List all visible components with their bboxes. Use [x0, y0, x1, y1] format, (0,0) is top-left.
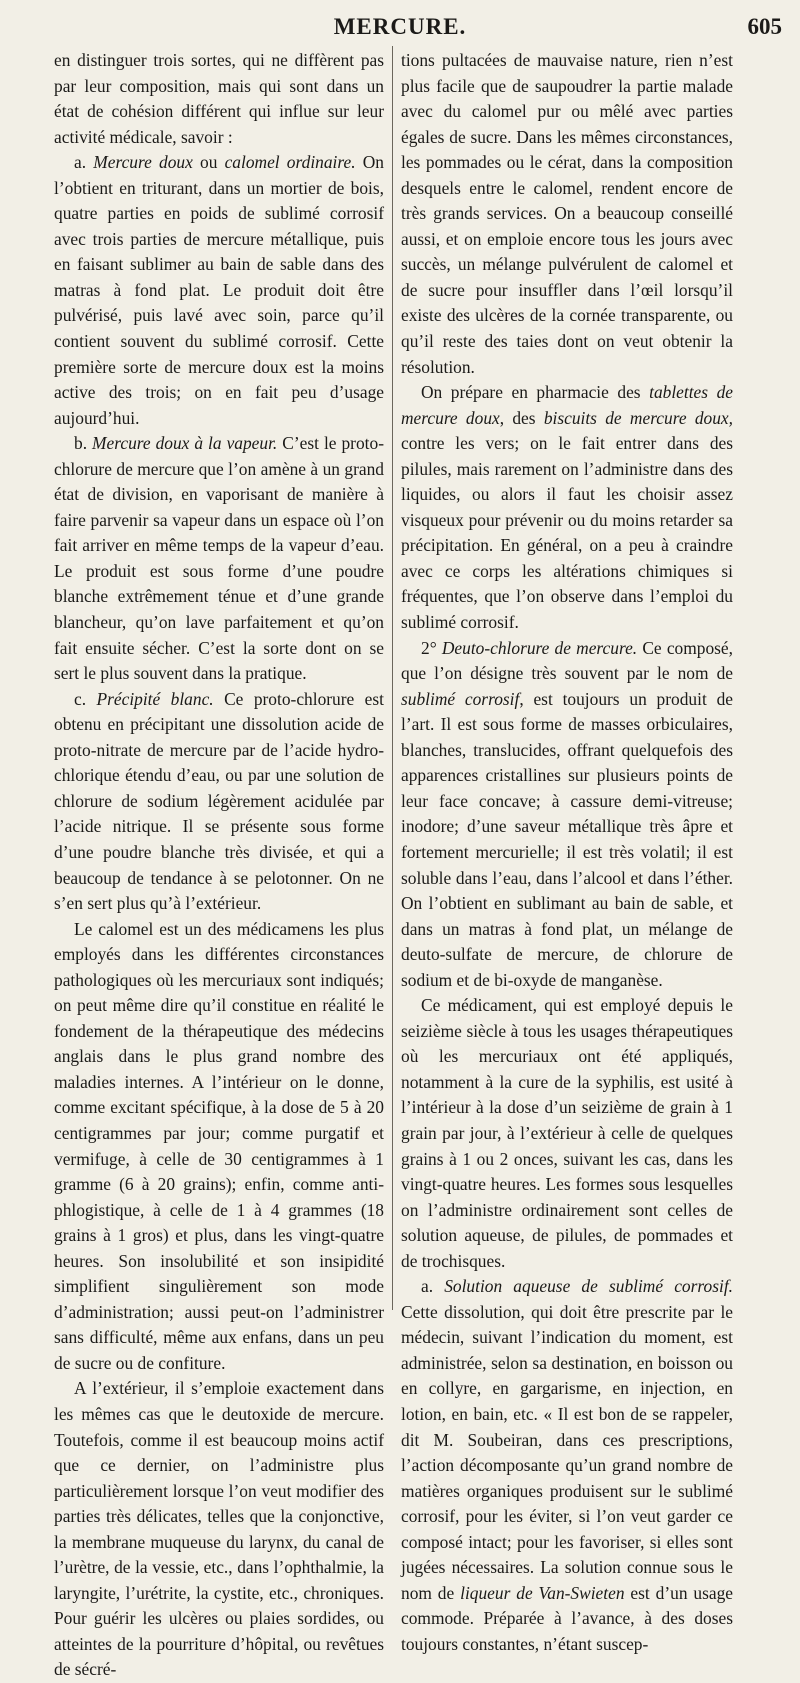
- text-run: , des: [499, 407, 544, 428]
- text-run: tions pultacées de mauvaise nature, rien n’est plus facile que de saupoudrer la partie malade avec du calomel pur ou mêlé avec parties égales de sucre. Dans les mêmes circonstances, les pommades ou le cérat, dans la composition desquels entre le calomel, rendent encore de très grands services. On a beaucoup conseillé aussi, et on emploie encore tous les jours avec succès, un mélange pulvérulent de calomel et de sucre pour insuffler dans l’œil lorsqu’il existe des ulcères de la cornée transparente, ou qu’il reste des taies dont on veut obtenir la résolution.: [401, 50, 733, 377]
- italic-term: sublimé corrosif: [401, 688, 520, 709]
- paragraph: [54, 1376, 384, 1683]
- text-run: On l’obtient en triturant, dans un mortier de bois, quatre parties en poids de sublimé corrosif avec trois parties de mercure métallique, puis en faisant sublimer au bain de sable dans des matras à fond plat. Le produit doit être pulvérisé, puis lavé avec soin, parce qu’il contient souvent du sublimé corrosif. Cette première sorte de mercure doux est la moins active des trois; on en fait peu d’usage aujourd’hui.: [54, 152, 384, 428]
- italic-term: Solution aqueuse de sublimé corrosif.: [444, 1276, 733, 1297]
- italic-term: Précipité blanc.: [96, 688, 214, 709]
- text-run: C’est le proto-chlorure de mercure que l’on amène à un grand état de division, en vaporisant de manière à faire parvenir sa vapeur dans un espace où l’on fait arriver en même temps de la vapeur d’eau. Le produit est sous forme d’une poudre blanche extrêmement ténue et d’une grande blancheur, qu’on lave parfaitement et qu’on fait ensuite sécher. C’est la sorte dont on se sert le plus souvent dans la pratique.: [54, 433, 384, 684]
- text-run: en distinguer trois sortes, qui ne diffèrent pas par leur composition, mais qui sont dans un état de cohésion différent qui influe sur leur activité médicale, savoir :: [54, 50, 384, 147]
- column-divider: [392, 46, 393, 1310]
- italic-term: Deuto-chlorure de mercure.: [441, 637, 638, 658]
- italic-term: Mercure doux à la vapeur.: [92, 433, 278, 454]
- running-title: MERCURE.: [333, 14, 467, 39]
- italic-term: biscuits de mercure doux,: [543, 407, 733, 428]
- left-column: [54, 48, 384, 1680]
- text-run: Ce composé, que l’on désigne très souvent par le nom de: [401, 637, 733, 684]
- paragraph: [54, 48, 384, 150]
- italic-term: Mercure doux: [93, 152, 193, 173]
- italic-term: tablettes de mercure doux: [401, 382, 734, 428]
- text-run: c.: [74, 688, 97, 709]
- text-run: Cette dissolution, qui doit être prescrite par le médecin, suivant l’indication du moment, est administrée, selon sa destination, en boisson ou en collyre, en gargarisme, en injection, en lotion, en bain, etc. « Il est bon de se rappeler, dit M. Soubeiran, dans ces prescriptions, l’action décomposante qu’un grand nombre de matières organiques produisent sur le sublimé corrosif, pour les éviter, si l’on veut garder ce composé intact; pour les favoriser, si elles sont jugées nécessaires. La solution connue sous le nom de: [401, 1301, 733, 1603]
- paragraph: [401, 48, 733, 380]
- text-run: On prépare en pharmacie des: [421, 382, 650, 403]
- paragraph: [401, 993, 733, 1274]
- text-run: Le calomel est un des médicamens les plus employés dans les différentes circonstances pathologiques où les mercuriaux sont indiqués; on peut même dire qu’il constitue en réalité le fondement de la thérapeutique des médecins anglais dans le plus grand nombre des maladies internes. A l’intérieur on le donne, comme excitant spécifique, à la dose de 5 à 20 centigrammes par jour; comme purgatif et vermifuge, à celle de 30 centigrammes à 1 gramme (6 à 20 grains); enfin, comme anti-phlogistique, à celle de 1 à 4 grammes (18 grains à 1 gros) et plus, dans les vingt-quatre heures. Son insolubilité et son insipidité simplifient singulièrement son mode d’administration; aussi peut-on l’administrer sans difficulté, même aux enfans, dans un peu de sucre ou de confiture.: [54, 918, 384, 1373]
- text-run: ou: [192, 152, 225, 173]
- italic-term: liqueur de Van-Swieten: [460, 1582, 625, 1603]
- paragraph: [401, 636, 733, 994]
- text-run: Ce médicament, qui est employé depuis le seizième siècle à tous les usages thérapeutiques où les mercuriaux ont été appliqués, notamment à la cure de la syphilis, est usité à l’intérieur à la dose d’un seizième de grain à 1 grain par jour, à l’extérieur à celle de quelques grains à 1 ou 2 onces, suivant les cas, dans les vingt-quatre heures. Les formes sous lesquelles on l’administre ordinairement sont celles de solution aqueuse, de pilules, de pommades et de trochisques.: [401, 995, 733, 1271]
- running-header: [0, 0, 800, 52]
- text-run: contre les vers; on le fait entrer dans des pilules, mais rarement on l’administre dans des liquides, ou alors il faut les choisir assez visqueux pour prévenir ou du moins retarder sa précipitation. En général, on a peu à craindre avec ce corps les altérations chimiques si fréquentes, que l’on observe dans l’emploi du sublimé corrosif.: [401, 433, 733, 633]
- text-run: 2°: [421, 637, 442, 658]
- paragraph: [54, 687, 384, 917]
- text-run: , est toujours un produit de l’art. Il est sous forme de masses orbiculaires, blanches, translucides, offrant quelquefois des apparences cristallines sur plusieurs points de leur face concave; à cassure demi-vitreuse; inodore; d’une saveur métallique très âpre et fortement mercurielle; il est très volatil; il est soluble dans l’eau, dans l’alcool et dans l’éther. On l’obtient en sublimant au bain de sable, et dans un matras à fond plat, un mélange de deuto-sulfate de mercure, de chlorure de sodium et de bi-oxyde de manganèse.: [401, 688, 733, 990]
- paragraph: [54, 150, 384, 431]
- right-column: [401, 48, 734, 1654]
- text-run: b.: [74, 433, 93, 454]
- italic-term: calomel ordinaire.: [224, 152, 356, 173]
- paragraph: [54, 917, 384, 1377]
- text-run: A l’extérieur, il s’emploie exactement dans les mêmes cas que le deutoxide de mercure. Toutefois, comme il est beaucoup moins actif que ce dernier, on l’administre plus particulièrement lorsque l’on veut modifier des parties très délicates, telles que la conjonctive, la membrane muqueuse du larynx, du canal de l’urètre, de la vessie, etc., dans l’ophthalmie, la laryngite, l’urétrite, la cystite, etc., chroniques. Pour guérir les ulcères ou plaies sordides, ou atteintes de la pourriture d’hôpital, ou revêtues de sécré-: [54, 1378, 384, 1680]
- paragraph: [401, 380, 733, 635]
- text-run: a.: [74, 152, 94, 173]
- paragraph: [54, 431, 384, 686]
- text-run: est d’un usage commode. Préparée à l’avance, à des doses toujours constantes, n’étant suscep-: [401, 1582, 733, 1654]
- text-run: a.: [421, 1276, 445, 1297]
- page-number: 605: [747, 14, 782, 39]
- text-run: Ce proto-chlorure est obtenu en précipitant une dissolution acide de proto-nitrate de mercure par de l’acide hydro-chlorique étendu d’eau, ou par une solution de chlorure de sodium légèrement acidulée par l’acide nitrique. Il se présente sous forme d’une poudre blanche très divisée, et qui a beaucoup de tendance à se pelotonner. On ne s’en sert plus qu’à l’extérieur.: [54, 688, 384, 914]
- paragraph: [401, 1274, 733, 1657]
